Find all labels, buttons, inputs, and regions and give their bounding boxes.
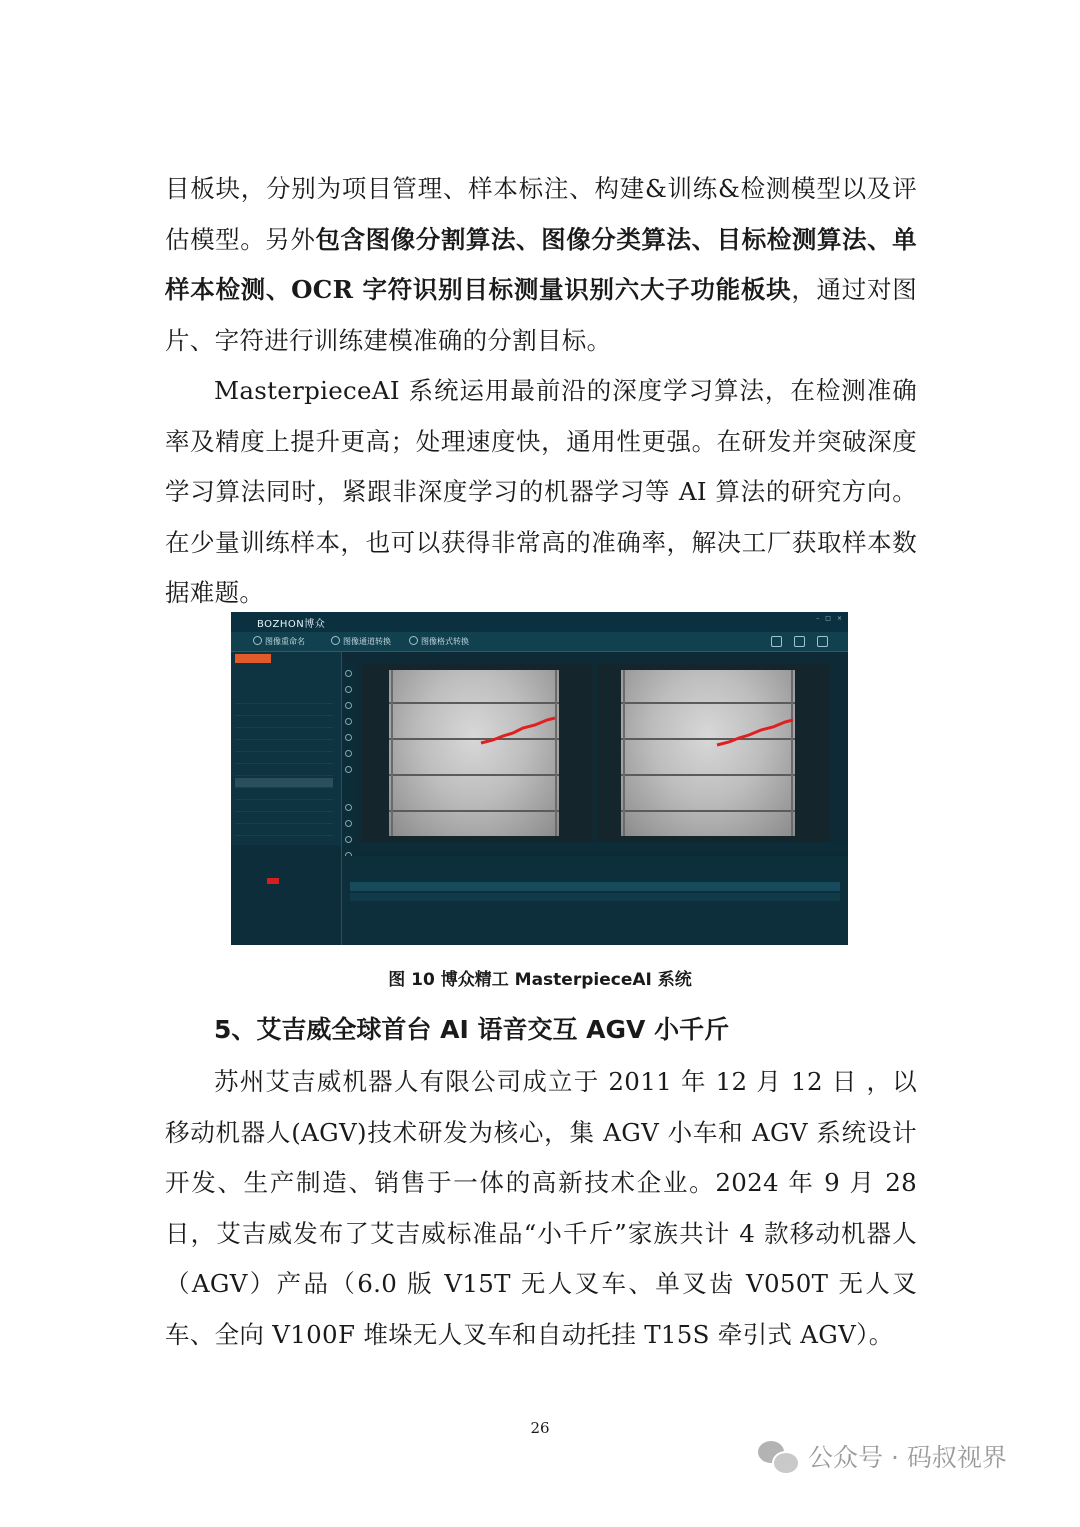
figure-left-settings — [231, 845, 341, 945]
page-number: 26 — [530, 1419, 550, 1437]
paragraph-masterpieceai: MasterpieceAI 系统运用最前沿的深度学习算法，在检测准确率及精度上提升更高；处理速度快，通用性更强。在研发并突破深度学习算法同时，紧跟非深度学习的机器学习等 AI 算法的研究方向。在少量训练样本，也可以获得非常高的准确率，解决工厂获取样本数据难题。 — [165, 376, 917, 608]
tab-icon — [331, 636, 340, 645]
close-icon: × — [836, 615, 842, 622]
solar-cell-image-right — [621, 670, 795, 836]
section-heading: 5、艾吉威全球首台 AI 语音交互 AGV 小千斤 — [214, 1015, 730, 1044]
figure-image-panel-left — [361, 664, 593, 842]
figure-status-bar — [355, 843, 848, 853]
maximize-icon: □ — [825, 615, 831, 622]
defect-mark-right — [621, 670, 795, 836]
watermark — [758, 1432, 1007, 1480]
tab-icon — [253, 636, 262, 645]
figure-tab-1: 图像重命名 — [253, 636, 305, 647]
paragraph-agv: 苏州艾吉威机器人有限公司成立于 2011 年 12 月 12 日 ，以移动机器人(AGV)技术研发为核心，集 AGV 小车和 AGV 系统设计开发、生产制造、销售于一体的高新技术企业。2024 年 9 月 28 日，艾吉威发布了艾吉威标准品“小千斤”家族共计 4 款移动机器人（AGV）产品（6.0 版 V15T 无人叉车、单叉齿 V050T 无人叉车、全向 V100F 堆垛无人叉车和自动托挂 T15S 牵引式 AGV）。 — [165, 1067, 917, 1349]
figure-titlebar — [231, 612, 848, 632]
figure-brand: BOZHON博众 — [257, 619, 326, 630]
figure-image-panel-right — [597, 664, 829, 842]
solar-cell-image-left — [389, 670, 559, 836]
paragraph-modules-text-1: 目板块，分别为项目管理、样本标注、构建&训练&检测模型以及评估模型。另外 — [165, 174, 917, 254]
wechat-icon — [758, 1439, 798, 1473]
defect-mark-left — [389, 670, 559, 836]
figure-tab-3: 图像格式转换 — [409, 636, 469, 647]
figure-caption: 图 10 博众精工 MasterpieceAI 系统 — [388, 970, 692, 990]
figure-tab-2: 图像通道转换 — [331, 636, 391, 647]
figure-window-buttons — [816, 615, 842, 622]
watermark-text: 公众号 · 码叔视界 — [808, 1443, 1007, 1472]
figure-tabbar — [231, 632, 848, 652]
masterpieceai-screenshot — [231, 612, 848, 945]
figure-orange-tag — [235, 654, 271, 663]
paragraph-modules — [165, 164, 917, 366]
paragraph-modules-bold: 包含图像分割算法、图像分类算法、目标检测算法、单样本检测、OCR 字符识别目标测量识别六大子功能板块 — [165, 224, 917, 305]
minimize-icon: – — [816, 615, 820, 622]
figure-result-table — [342, 856, 848, 945]
paragraph-modules-text-2: ，通过对图片、字符进行训练建模准确的分割目标。 — [165, 275, 918, 355]
figure-table-header — [350, 882, 840, 891]
figure-table-row — [350, 893, 840, 901]
tab-icon — [409, 636, 418, 645]
figure-right-icons — [771, 636, 828, 647]
figure-red-color-chip — [267, 878, 279, 884]
